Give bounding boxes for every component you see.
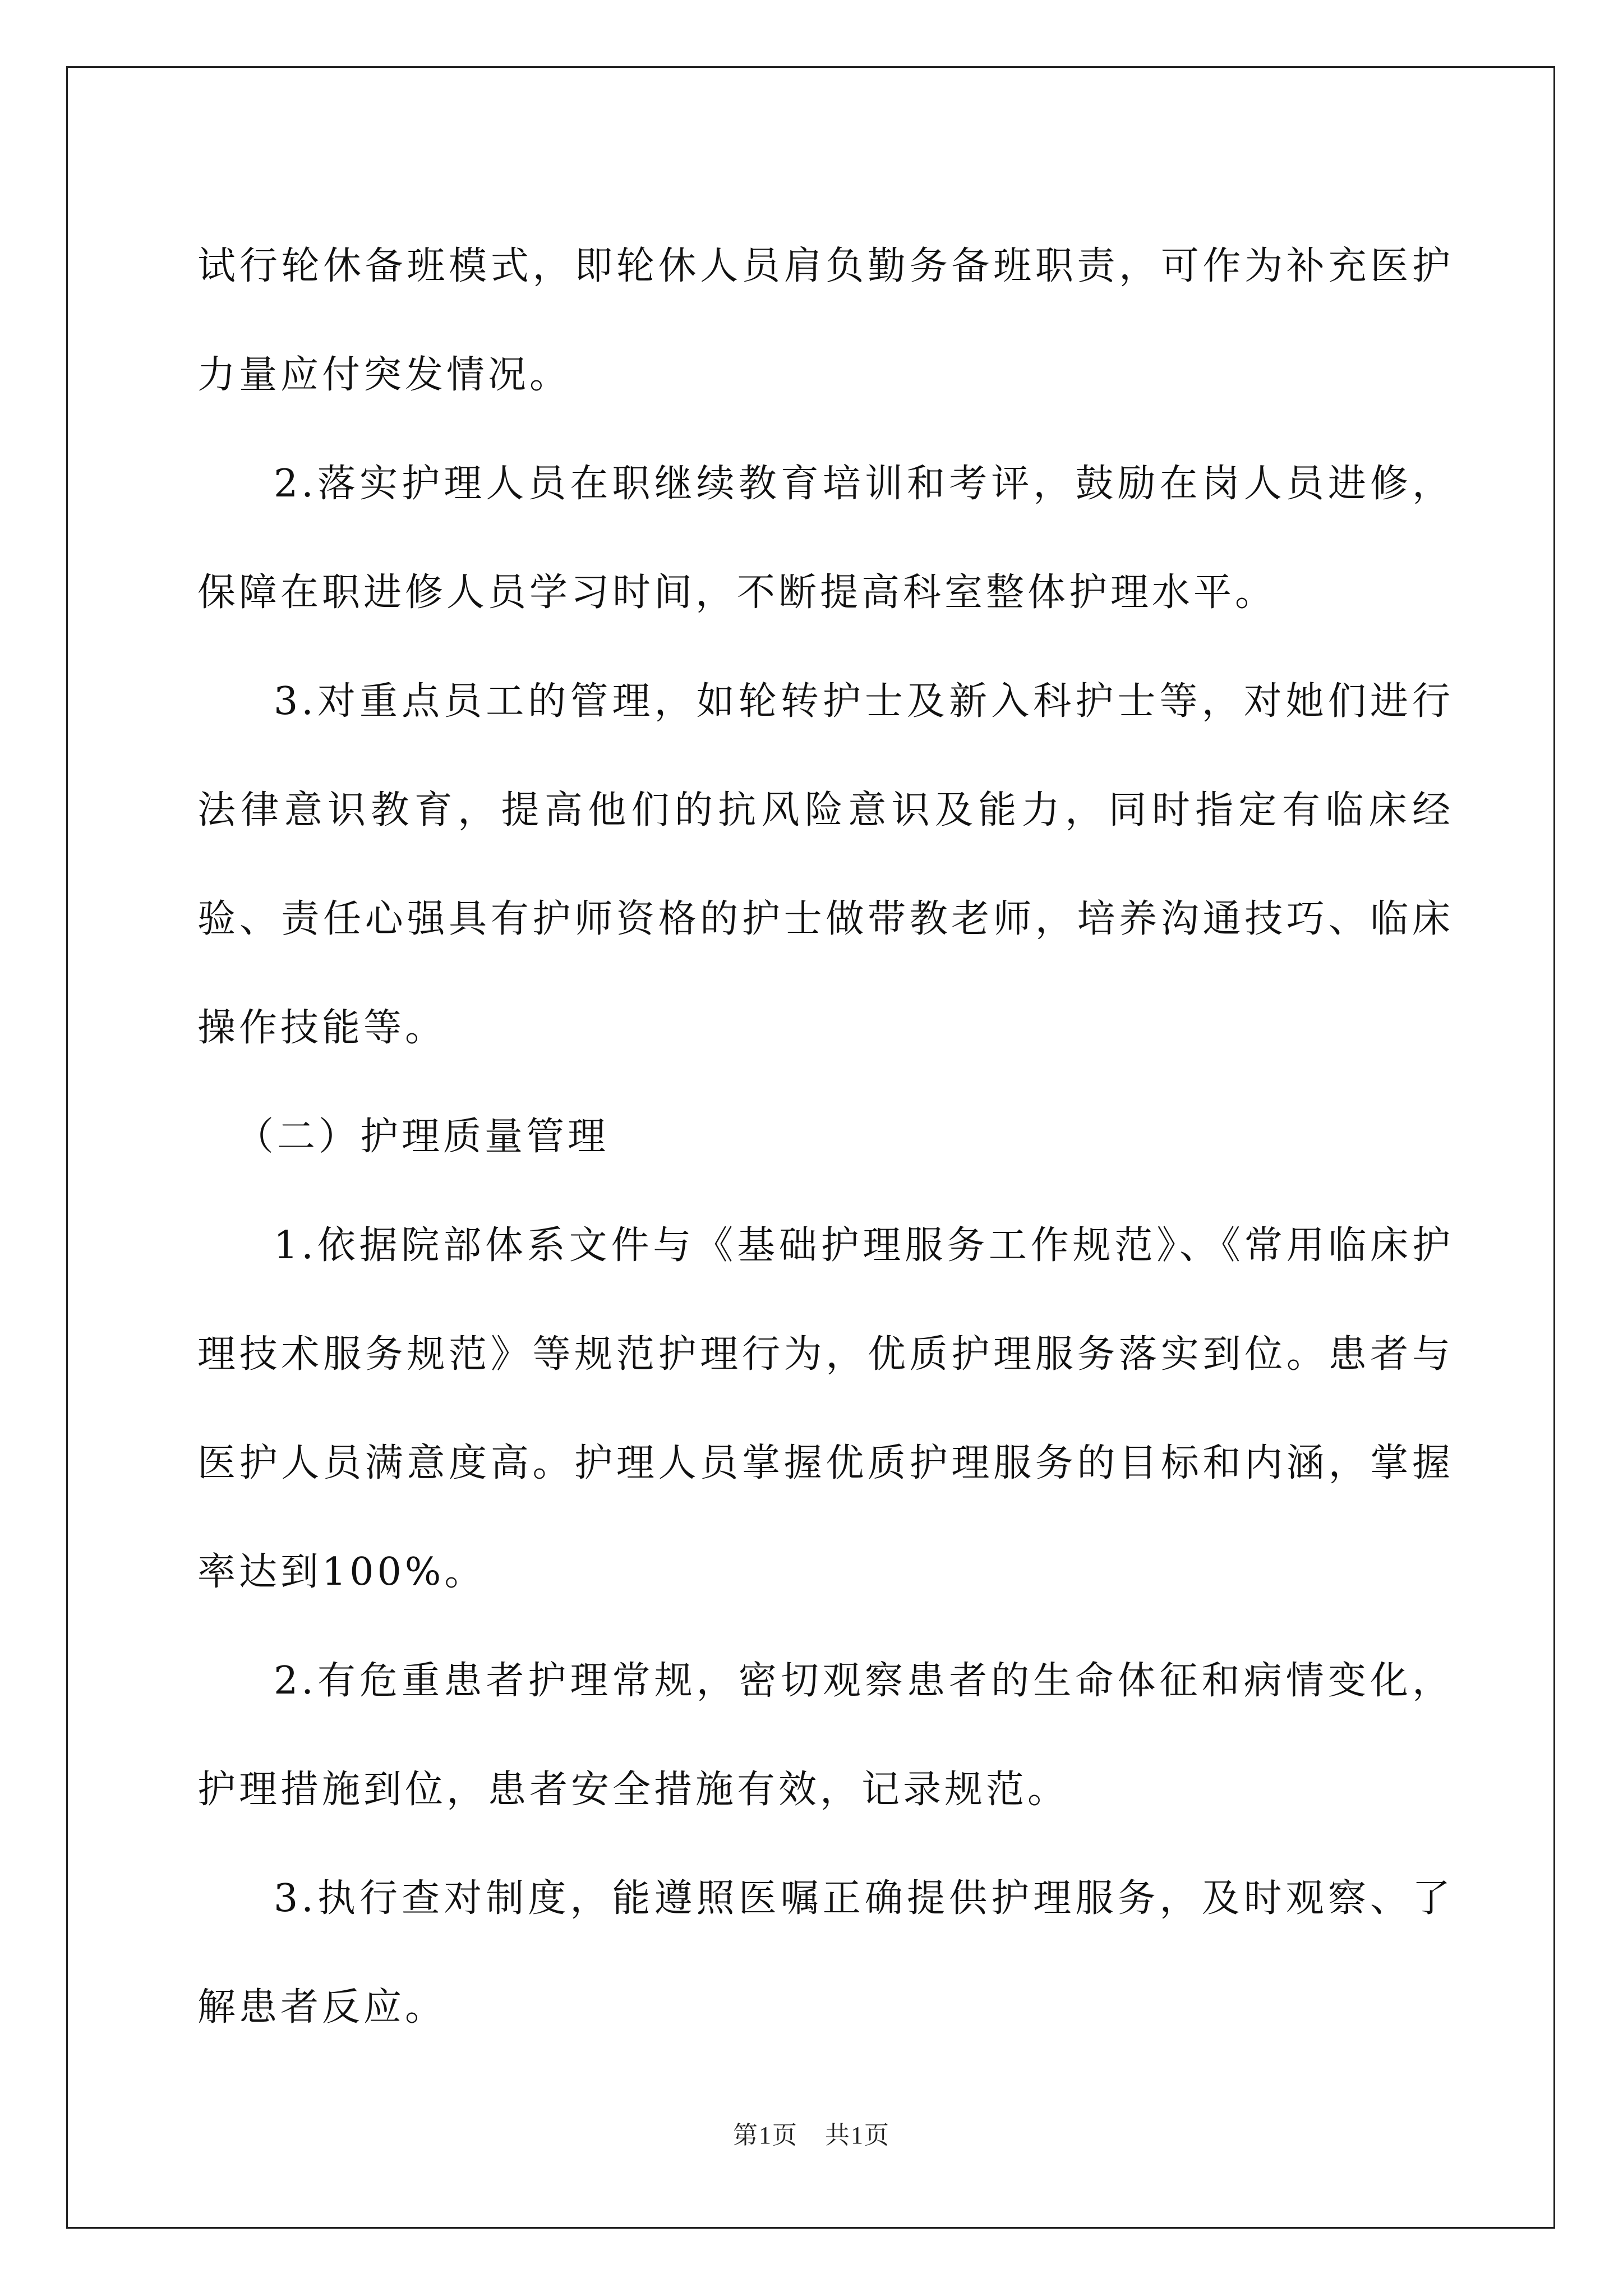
paragraph-item-2-training: 2.落实护理人员在职继续教育培训和考评，鼓励在岗人员进修，保障在职进修人员学习时间，不断提高科室整体护理水平。 <box>197 462 1454 615</box>
section-heading-quality: （二）护理质量管理 <box>236 1115 610 1159</box>
paragraph-quality-item-1: 1.依据院部体系文件与《基础护理服务工作规范》、《常用临床护理技术服务规范》等规范护理行为，优质护理服务落实到位。患者与医护人员满意度高。护理人员掌握优质护理服务的目标和内涵，掌握率达到100%。 <box>197 1223 1454 1594</box>
page-total: 共1页 <box>825 2122 890 2149</box>
paragraph-continuation: 试行轮休备班模式，即轮休人员肩负勤务备班职责，可作为补充医护力量应付突发情况。 <box>197 244 1454 397</box>
paragraph-quality-item-2: 2.有危重患者护理常规，密切观察患者的生命体征和病情变化，护理措施到位，患者安全措施有效，记录规范。 <box>197 1659 1454 1812</box>
document-body <box>197 212 1454 2062</box>
page-number: 第1页 <box>733 2122 798 2149</box>
paragraph-item-3-key-staff: 3.对重点员工的管理，如轮转护士及新入科护士等，对她们进行法律意识教育，提高他们的抗风险意识及能力，同时指定有临床经验、责任心强具有护师资格的护士做带教老师，培养沟通技巧、临床操作技能等。 <box>197 679 1454 1050</box>
paragraph-quality-item-3: 3.执行查对制度，能遵照医嘱正确提供护理服务，及时观察、了解患者反应。 <box>197 1876 1454 2030</box>
page-footer <box>0 2115 1623 2151</box>
